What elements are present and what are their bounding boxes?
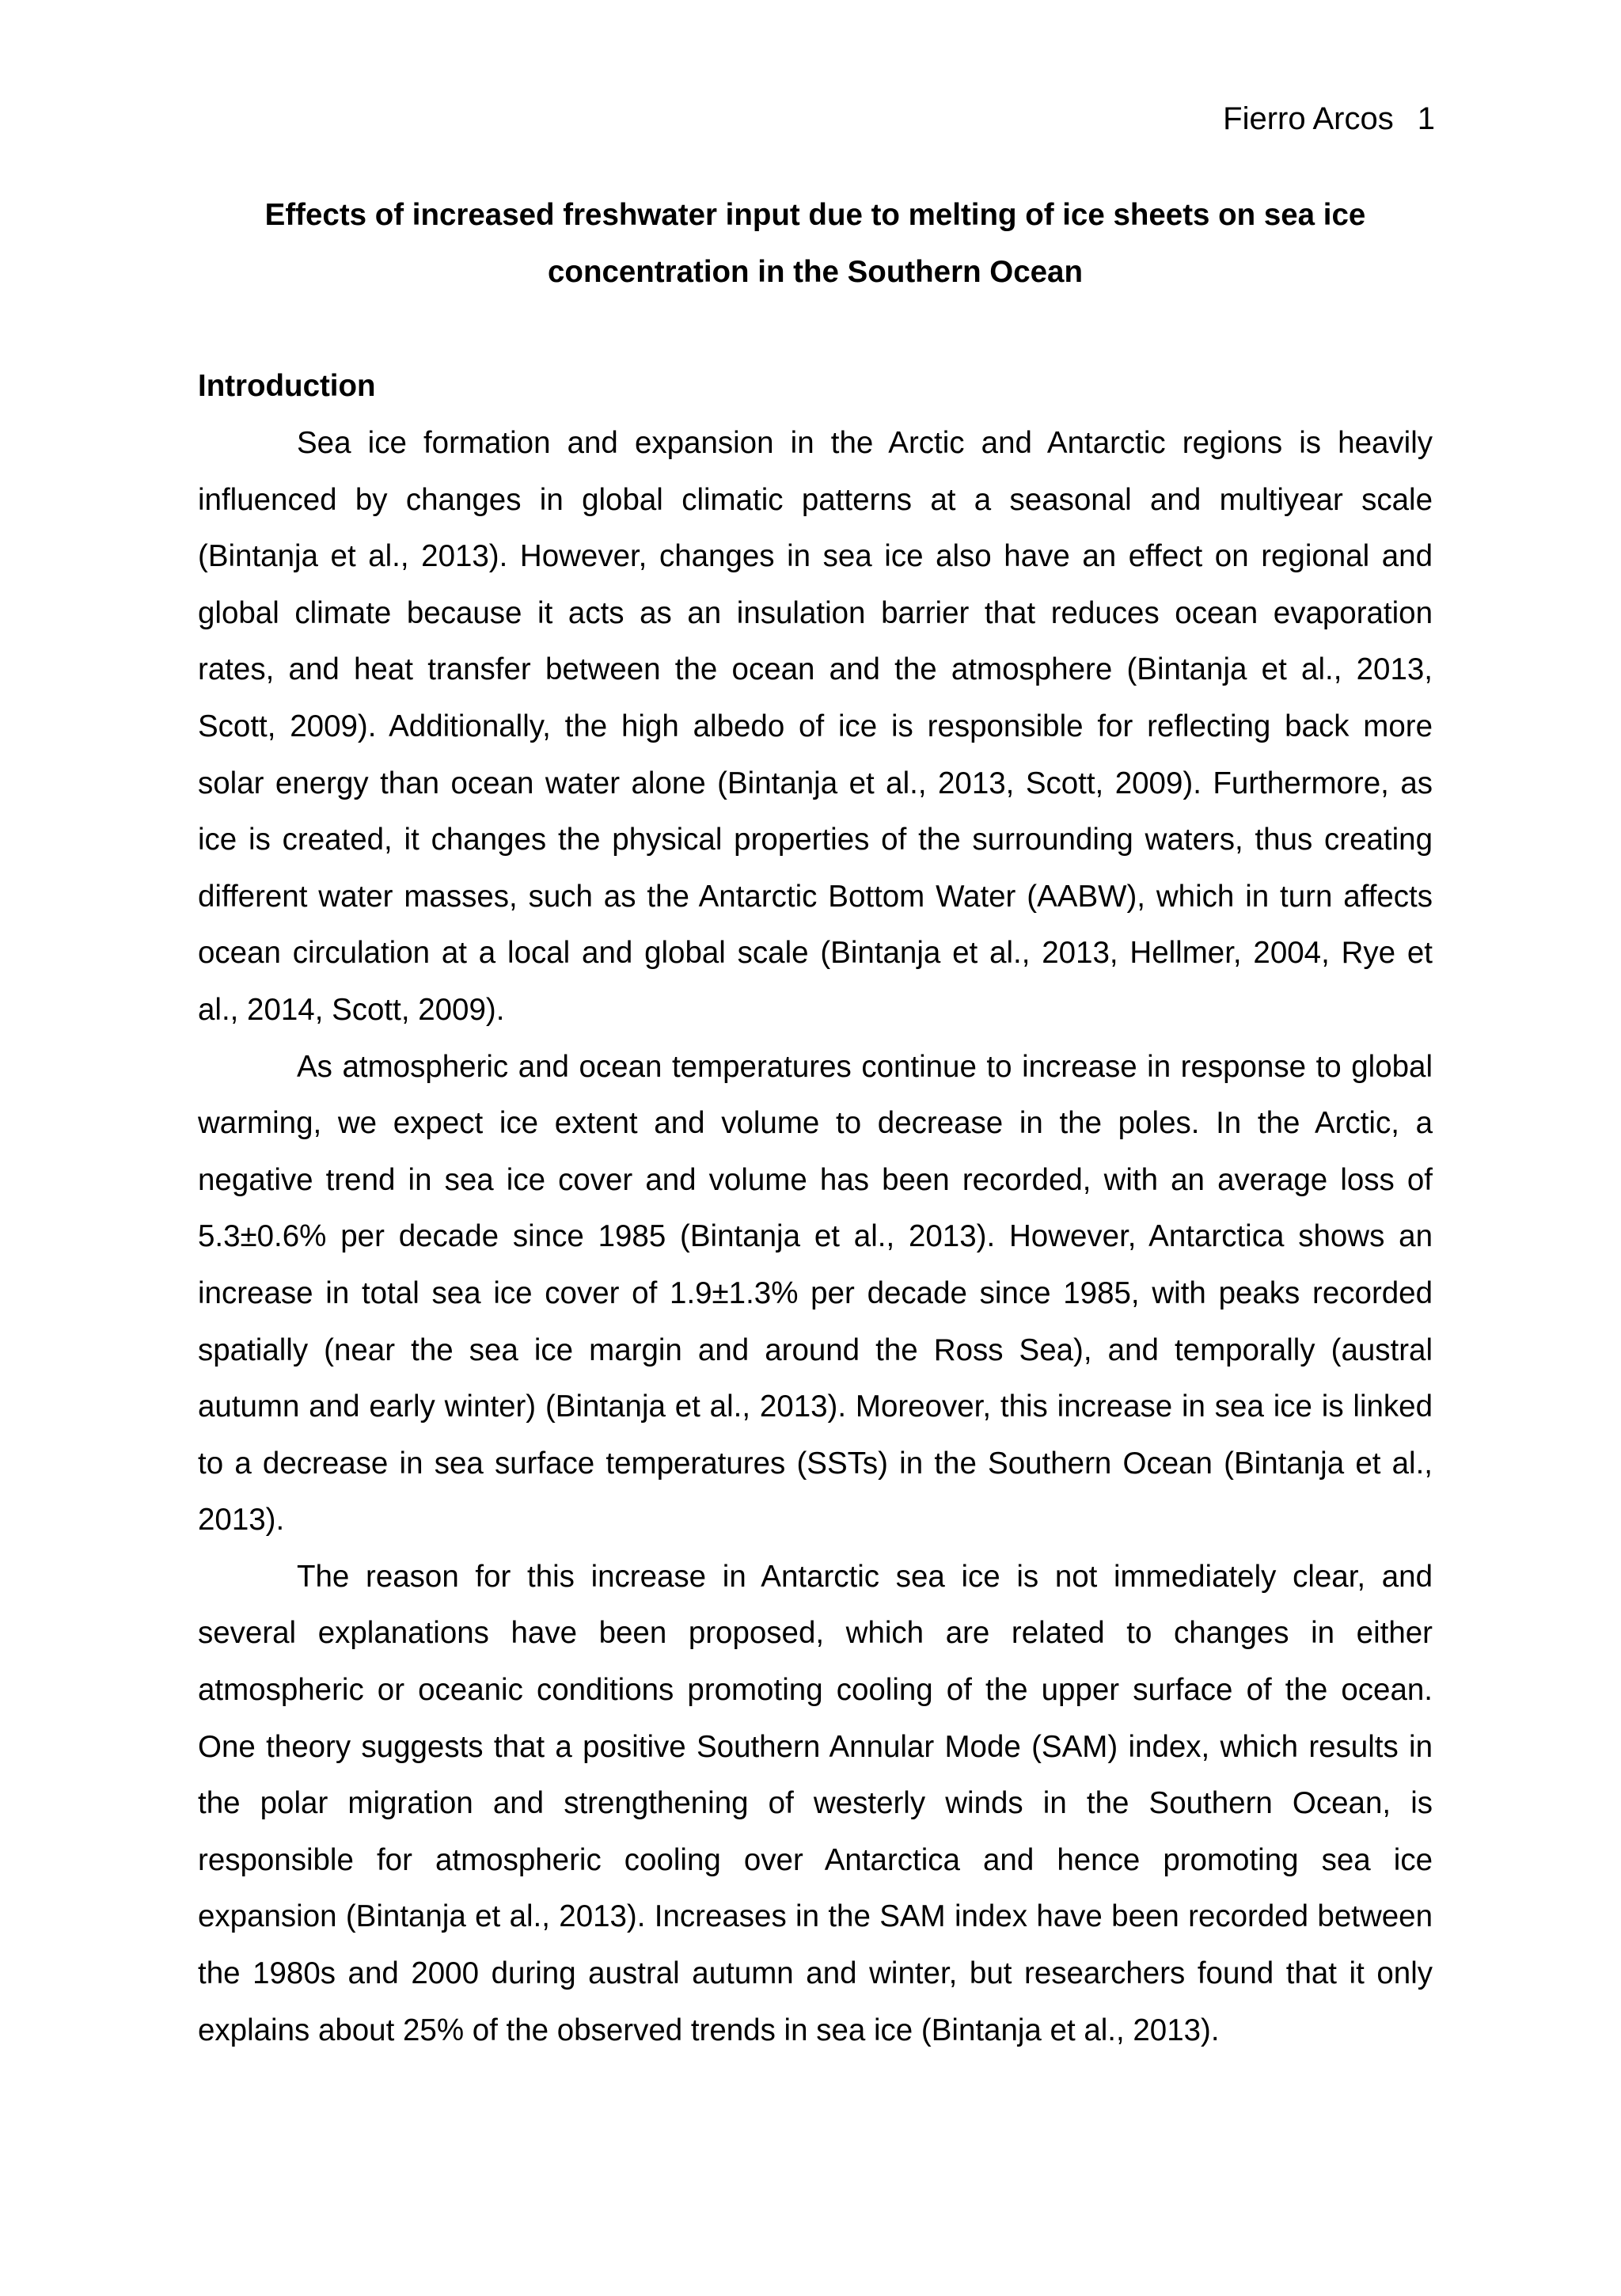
running-header <box>1223 95 1435 143</box>
paragraph-2: As atmospheric and ocean temperatures continue to increase in response to global warming, we expect ice extent and volume to decrease in the poles. In the Arctic, a negative trend in sea ice cover and volume has been recorded, with an average loss of 5.3±0.6% per decade since 1985 (Bintanja et al., 2013). However, Antarctica shows an increase in total sea ice cover of 1.9±1.3% per decade since 1985, with peaks recorded spatially (near the sea ice margin and around the Ross Sea), and temporally (austral autumn and early winter) (Bintanja et al., 2013). Moreover, this increase in sea ice is linked to a decrease in sea surface temperatures (SSTs) in the Southern Ocean (Bintanja et al., 2013). <box>198 1049 1433 1538</box>
paragraph-3: The reason for this increase in Antarctic sea ice is not immediately clear, and several explanations have been proposed, which are related to changes in either atmospheric or oceanic conditions promoting cooling of the upper surface of the ocean. One theory suggests that a positive Southern Annular Mode (SAM) index, which results in the polar migration and strengthening of westerly winds in the Southern Ocean, is responsible for atmospheric cooling over Antarctica and hence promoting sea ice expansion (Bintanja et al., 2013). Increases in the SAM index have been recorded between the 1980s and 2000 during austral autumn and winter, but researchers found that it only explains about 25% of the observed trends in sea ice (Bintanja et al., 2013). <box>198 1559 1433 2047</box>
body-text <box>198 415 1433 2058</box>
page-number: 1 <box>1417 101 1435 136</box>
section-heading-introduction: Introduction <box>198 369 376 403</box>
paper-title: Effects of increased freshwater input due to melting of ice sheets on sea ice concentration in the Southern Ocean <box>264 198 1366 289</box>
paragraph-1: Sea ice formation and expansion in the Arctic and Antarctic regions is heavily influenced by changes in global climatic patterns at a seasonal and multiyear scale (Bintanja et al., 2013). However, changes in sea ice also have an effect on regional and global climate because it acts as an insulation barrier that reduces ocean evaporation rates, and heat transfer between the ocean and the atmosphere (Bintanja et al., 2013, Scott, 2009). Additionally, the high albedo of ice is responsible for reflecting back more solar energy than ocean water alone (Bintanja et al., 2013, Scott, 2009). Furthermore, as ice is created, it changes the physical properties of the surrounding waters, thus creating different water masses, such as the Antarctic Bottom Water (AABW), which in turn affects ocean circulation at a local and global scale (Bintanja et al., 2013, Hellmer, 2004, Rye et al., 2014, Scott, 2009). <box>198 426 1433 1027</box>
header-author: Fierro Arcos <box>1223 101 1394 136</box>
